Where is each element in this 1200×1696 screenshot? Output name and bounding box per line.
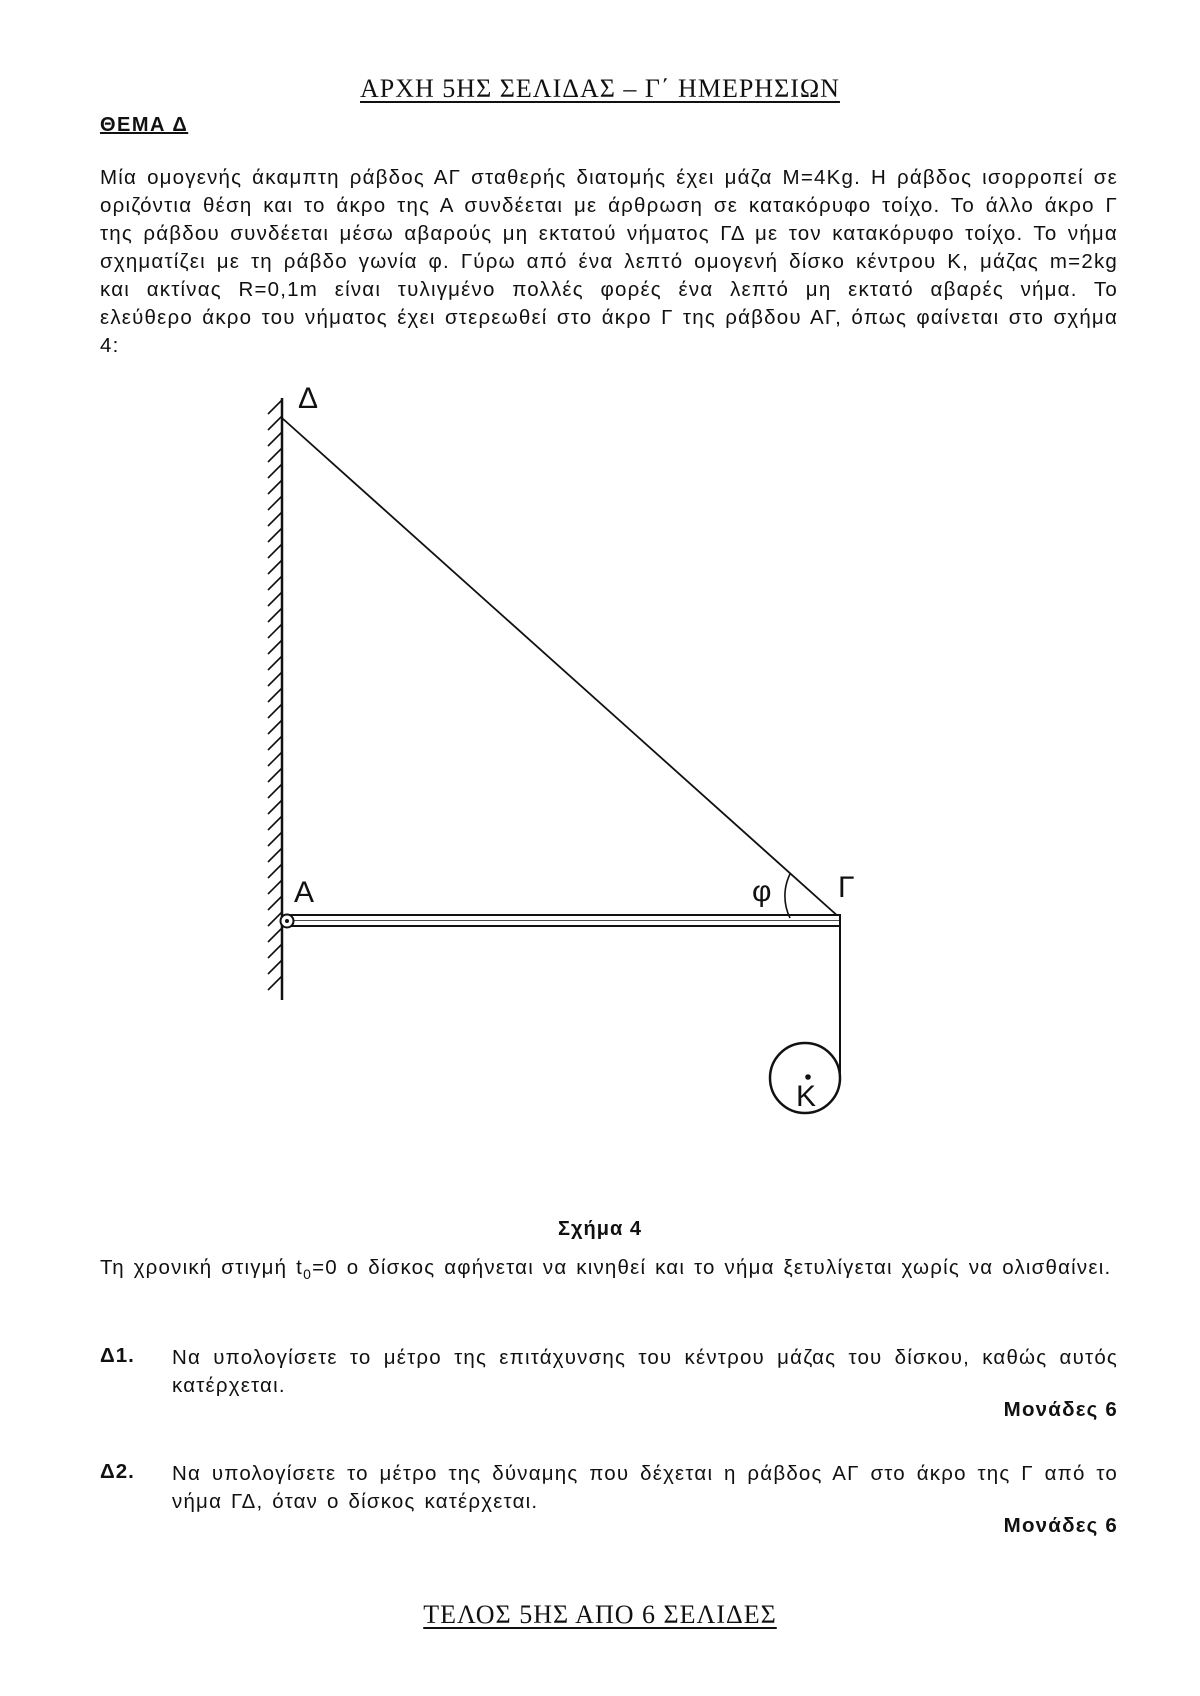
intro-paragraph: Μία ομογενής άκαμπτη ράβδος ΑΓ σταθερής διατομής έχει μάζα Μ=4Kg. Η ράβδος ισορροπεί σε οριζόντια θέση και το άκρο της Α συνδέεται με άρθρωση σε κατακόρυφο τοίχο. Το άλλο άκρο Γ της ράβδου συνδέεται μέσω αβαρούς μη εκτατού νήματος ΓΔ με τον κατακόρυφο τοίχο. Το νήμα σχηματίζει με τη ράβδο γωνία φ. Γύρω από ένα λεπτό ομογενή δίσκο κέντρου Κ, μάζας m=2kg και ακτίνας R=0,1m είναι τυλιγμένο πολλές φορές ένα λεπτό μη εκτατό αβαρές νήμα. Το ελεύθερο άκρο του νήματος έχει στερεωθεί στο άκρο Γ της ράβδου ΑΓ, όπως φαίνεται στο σχήμα 4: xyxy=(100,166,1118,357)
disk-center-dot xyxy=(805,1074,811,1080)
label-delta: Δ xyxy=(298,382,319,415)
after-figure-text-end: =0 ο δίσκος αφήνεται να κινηθεί και το νήμα ξετυλίγεται χωρίς να ολισθαίνει. xyxy=(312,1256,1112,1279)
label-phi: φ xyxy=(752,875,772,908)
after-figure-paragraph xyxy=(100,1254,1118,1288)
after-figure-subscript: 0 xyxy=(303,1266,313,1283)
question-text: Να υπολογίσετε το μέτρο της δύναμης που δέχεται η ράβδος ΑΓ στο άκρο της Γ από το νήμα ΓΔ, όταν ο δίσκος κατέρχεται. xyxy=(172,1462,1118,1513)
question-number: Δ2. xyxy=(100,1460,135,1483)
points-d1: Μονάδες 6 xyxy=(1003,1398,1118,1421)
figure-caption: Σχήμα 4 xyxy=(558,1218,642,1240)
wall-hatching xyxy=(268,400,282,990)
points-d2: Μονάδες 6 xyxy=(1003,1514,1118,1537)
page-header: ΑΡΧΗ 5ΗΣ ΣΕΛΙΔΑΣ – Γ΄ ΗΜΕΡΗΣΙΩΝ xyxy=(360,74,840,103)
string-gamma-delta xyxy=(282,418,840,918)
label-gamma: Γ xyxy=(838,871,855,904)
topic-title: ΘΕΜΑ Δ xyxy=(100,114,189,136)
page-footer: ΤΕΛΟΣ 5ΗΣ ΑΠΟ 6 ΣΕΛΙΔΕΣ xyxy=(423,1600,777,1629)
after-figure-text-start: Τη χρονική στιγμή t xyxy=(100,1256,304,1279)
label-kappa: Κ xyxy=(796,1080,817,1113)
angle-phi-arc xyxy=(785,874,790,918)
hinge-symbol xyxy=(281,915,294,928)
question-number: Δ1. xyxy=(100,1344,135,1367)
label-alpha: Α xyxy=(294,876,315,909)
question-text: Να υπολογίσετε το μέτρο της επιτάχυνσης του κέντρου μάζας του δίσκου, καθώς αυτός κατέρχεται. xyxy=(172,1346,1118,1397)
